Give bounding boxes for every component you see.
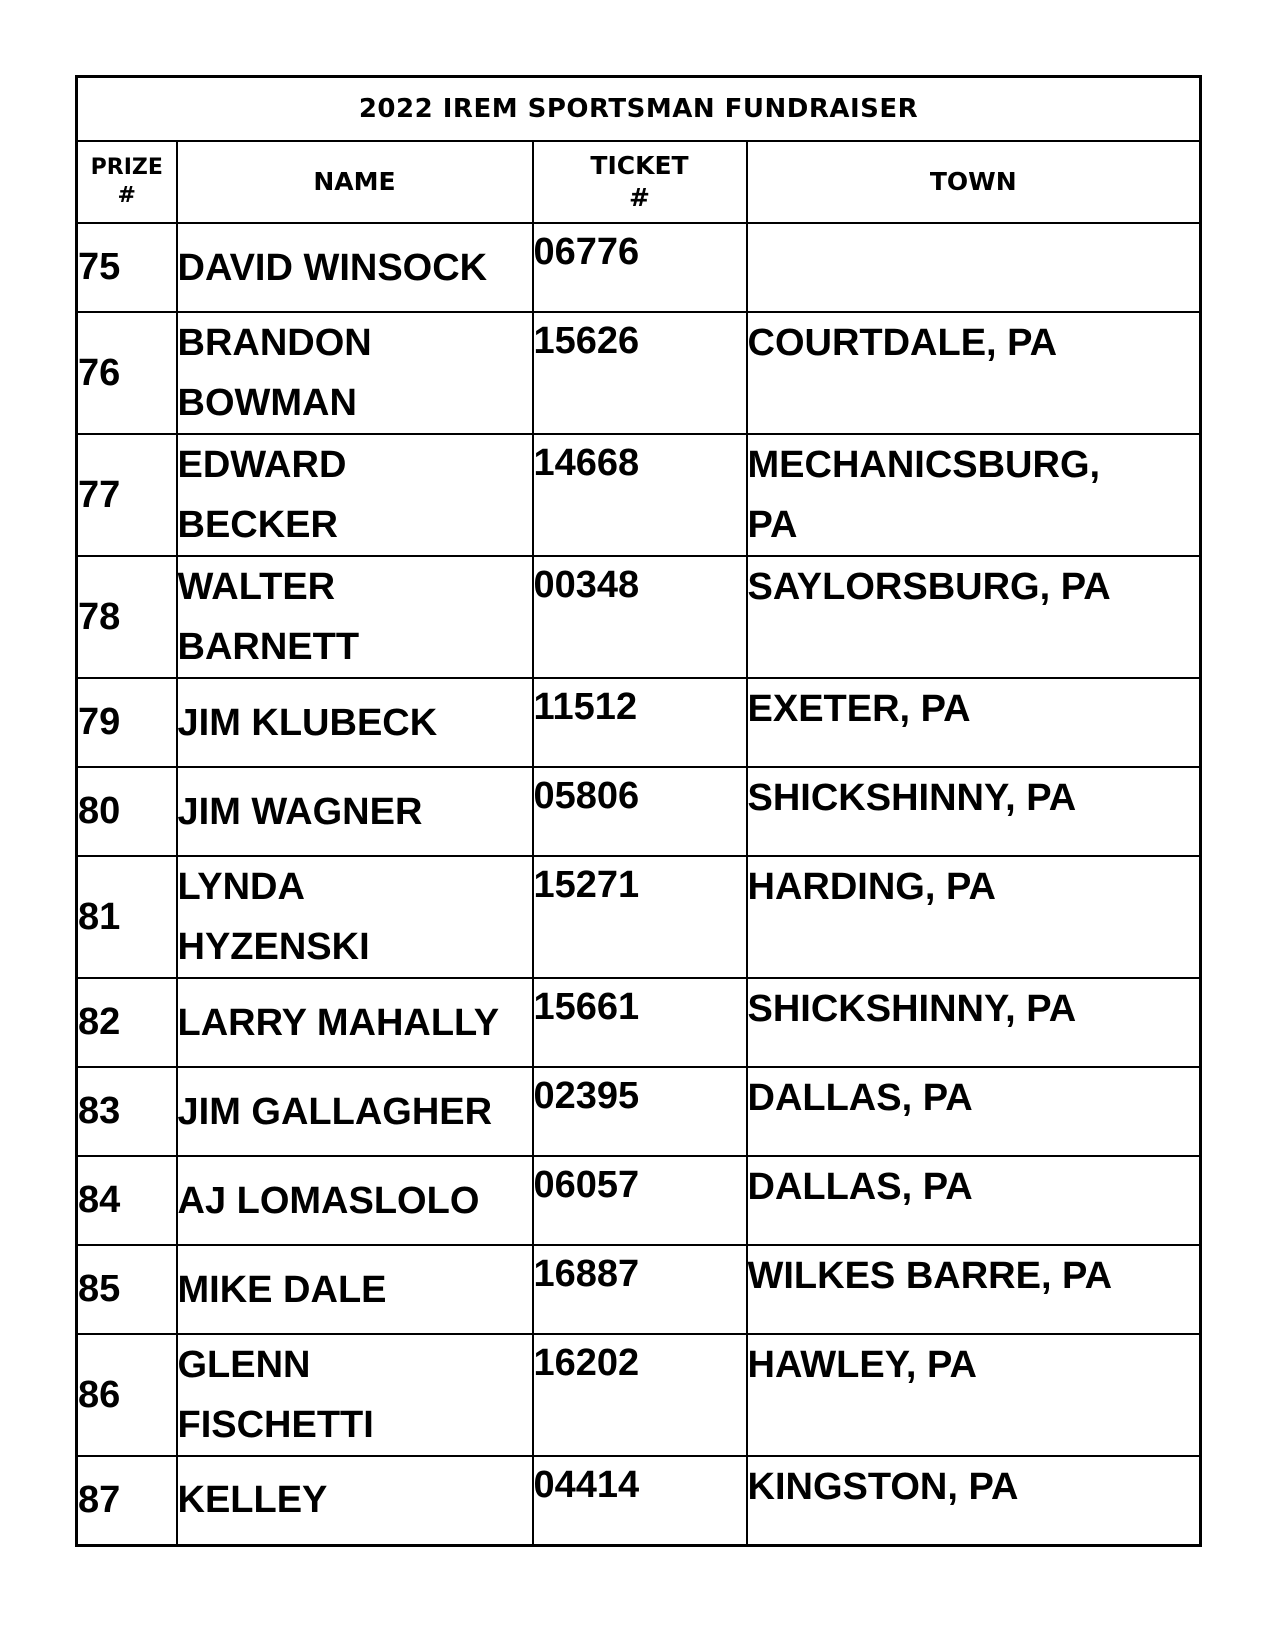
winner-name-line: BOWMAN [177,382,357,424]
winner-name [177,556,533,678]
winner-town-line: WILKES BARRE, PA [747,1255,1113,1297]
winner-name-line: AJ LOMASLOLO [177,1179,480,1222]
header-prize-line: PRIZE [90,155,163,180]
ticket-number: 11512 [533,678,747,767]
table-body [77,223,1201,1545]
winner-name-line: GLENN [177,1344,311,1386]
header-name: NAME [177,141,533,223]
prize-number: 75 [77,223,177,312]
title-row [77,77,1201,142]
table-row [77,434,1201,556]
header-ticket-line: TICKET [590,151,689,180]
table-row [77,556,1201,678]
winner-town-line: EXETER, PA [747,688,971,730]
winner-name-line: BRANDON [177,322,372,364]
ticket-number: 15661 [533,978,747,1067]
winner-name [177,1456,533,1545]
table-row [77,978,1201,1067]
winner-name-line: BARNETT [177,626,360,668]
table-row [77,678,1201,767]
winner-name-line: MIKE DALE [177,1268,387,1311]
winner-name-line: JIM WAGNER [177,790,423,833]
winner-town [747,678,1201,767]
ticket-number: 05806 [533,767,747,856]
prize-number: 84 [77,1156,177,1245]
winner-name-line: BECKER [177,504,338,546]
header-prize [77,141,177,223]
table-row [77,1334,1201,1456]
winner-town-line: KINGSTON, PA [747,1466,1019,1508]
winner-town-line: HAWLEY, PA [747,1344,977,1386]
winner-town [747,978,1201,1067]
prize-number: 76 [77,312,177,434]
winner-name-line: WALTER [177,566,336,608]
winner-town-line: MECHANICSBURG, [747,444,1101,486]
table-row [77,312,1201,434]
table-row [77,767,1201,856]
winner-town [747,312,1201,434]
header-ticket [533,141,747,223]
ticket-number: 16202 [533,1334,747,1456]
prize-number: 86 [77,1334,177,1456]
winner-name [177,312,533,434]
table-title: 2022 IREM SPORTSMAN FUNDRAISER [77,77,1201,142]
ticket-number: 16887 [533,1245,747,1334]
winner-town [747,1456,1201,1545]
winner-name [177,978,533,1067]
prize-number: 79 [77,678,177,767]
winner-town [747,556,1201,678]
winner-town-line: DALLAS, PA [747,1166,973,1208]
winner-name [177,223,533,312]
winner-town-line: SAYLORSBURG, PA [747,566,1111,608]
ticket-number: 15271 [533,856,747,978]
winner-town-line: HARDING, PA [747,866,996,908]
ticket-number: 04414 [533,1456,747,1545]
winner-name-line: HYZENSKI [177,926,370,968]
table-row [77,1456,1201,1545]
prize-number: 81 [77,856,177,978]
table-row [77,1245,1201,1334]
winner-name-line: JIM GALLAGHER [177,1090,493,1133]
winner-name [177,767,533,856]
winner-town [747,434,1201,556]
winner-name-line: LARRY MAHALLY [177,1001,500,1044]
winner-name-line: JIM KLUBECK [177,701,438,744]
header-ticket-line: # [629,183,650,212]
winner-town-line: SHICKSHINNY, PA [747,988,1077,1030]
winner-name [177,1067,533,1156]
ticket-number: 00348 [533,556,747,678]
ticket-number: 06057 [533,1156,747,1245]
winner-town [747,1245,1201,1334]
prize-number: 82 [77,978,177,1067]
ticket-number: 14668 [533,434,747,556]
winner-name [177,1334,533,1456]
prize-number: 77 [77,434,177,556]
winner-name [177,1156,533,1245]
table-row [77,1067,1201,1156]
header-town: TOWN [747,141,1201,223]
winner-town-line: SHICKSHINNY, PA [747,777,1077,819]
winner-town [747,1067,1201,1156]
winner-name-line: LYNDA [177,866,305,908]
prize-number: 85 [77,1245,177,1334]
winner-town-line: COURTDALE, PA [747,322,1058,364]
winner-town [747,767,1201,856]
header-row [77,141,1201,223]
winner-name [177,1245,533,1334]
winner-name-line: FISCHETTI [177,1404,374,1446]
table-row [77,223,1201,312]
prize-number: 87 [77,1456,177,1545]
winner-town-line: DALLAS, PA [747,1077,973,1119]
ticket-number: 06776 [533,223,747,312]
winner-name-line: DAVID WINSOCK [177,246,488,289]
ticket-number: 02395 [533,1067,747,1156]
winners-table [75,75,1202,1547]
winner-town-line: PA [747,504,798,546]
table-row [77,856,1201,978]
prize-number: 78 [77,556,177,678]
prize-number: 80 [77,767,177,856]
winner-name [177,856,533,978]
prize-number: 83 [77,1067,177,1156]
ticket-number: 15626 [533,312,747,434]
winner-town [747,856,1201,978]
table-row [77,1156,1201,1245]
winner-name [177,434,533,556]
winner-town [747,223,1201,312]
winner-name [177,678,533,767]
winner-town [747,1156,1201,1245]
winner-town [747,1334,1201,1456]
header-prize-line: # [117,183,136,208]
winner-name-line: EDWARD [177,444,347,486]
winner-name-line: KELLEY [177,1479,328,1522]
